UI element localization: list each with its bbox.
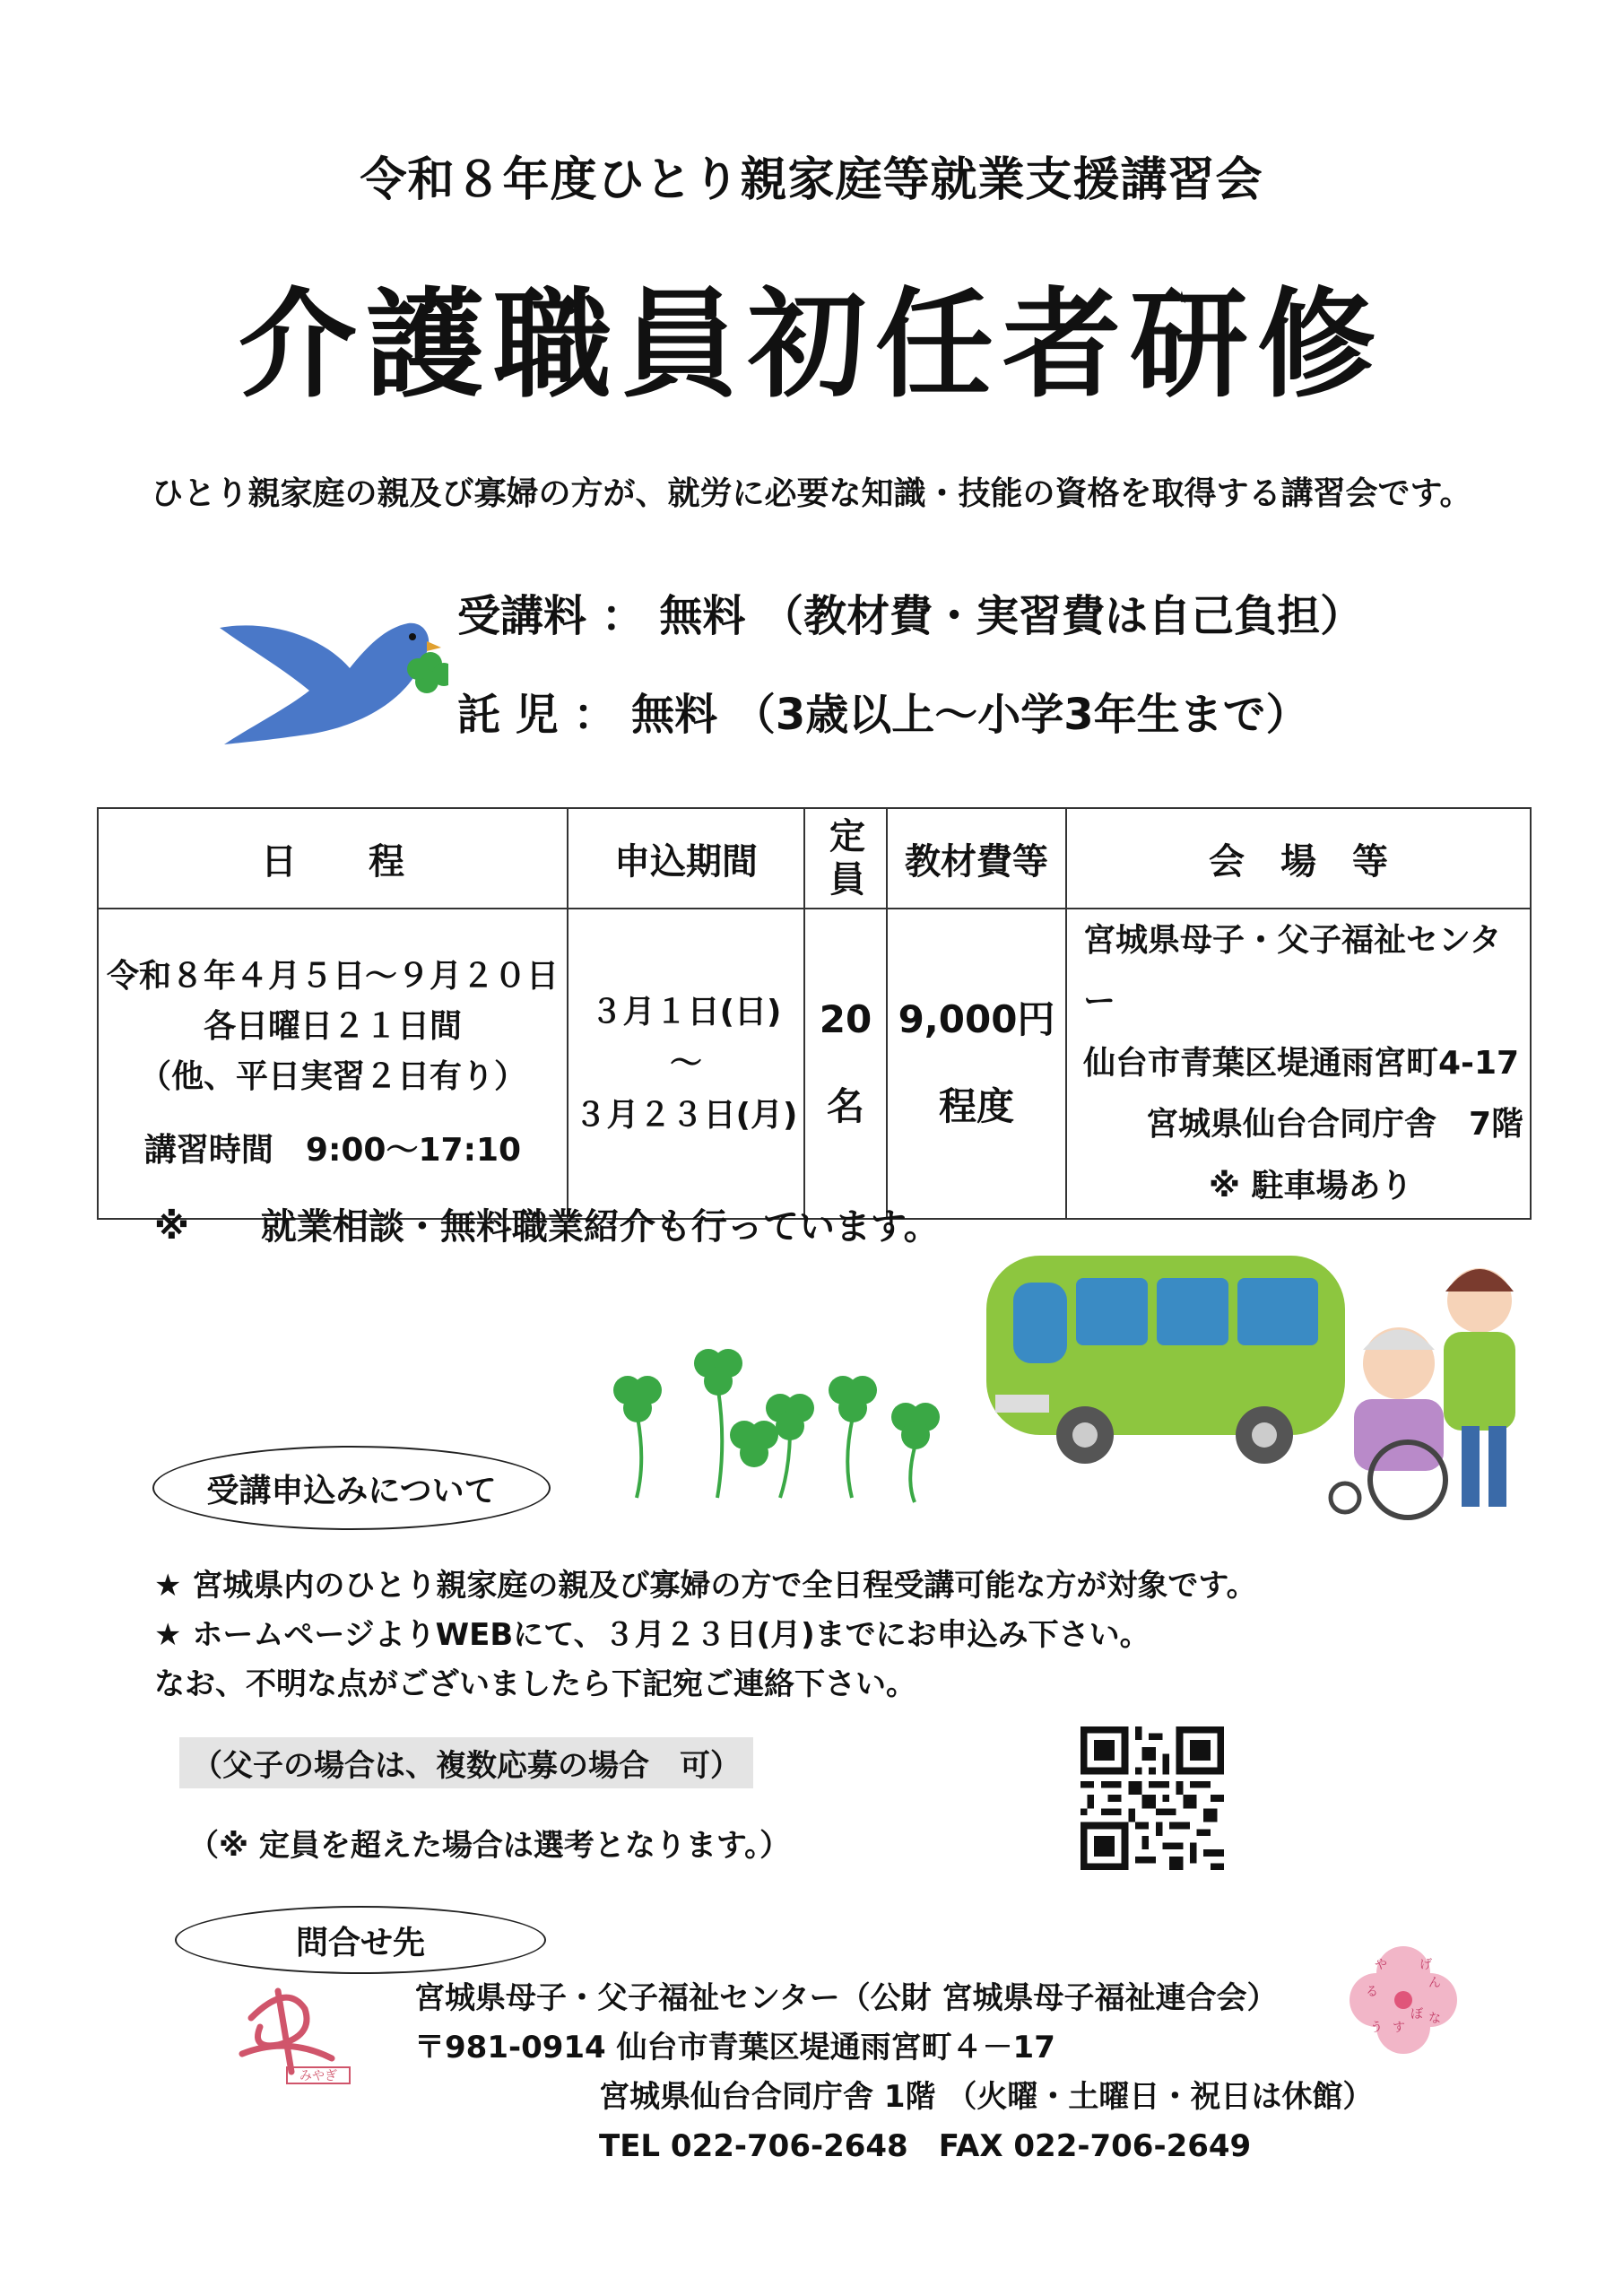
qr-code-icon[interactable] bbox=[1081, 1726, 1224, 1870]
apply-line-contact: なお、不明な点がございましたら下記宛ご連絡下さい。 bbox=[154, 1666, 916, 1702]
tuition-fee: 受講料 ： 無料 （教材費・実習費は自己負担） bbox=[457, 591, 1364, 641]
contact-address: 〒981-0914 仙台市青葉区堤通雨宮町４－17 bbox=[414, 2030, 1055, 2066]
contact-heading: 問合せ先 bbox=[175, 1906, 546, 1974]
svg-text:る: る bbox=[1366, 1985, 1378, 1999]
svg-text:げ: げ bbox=[1419, 1958, 1432, 1972]
bus-wheelchair-illustration bbox=[977, 1238, 1533, 1525]
svg-text:な: な bbox=[1428, 2012, 1441, 2026]
table-header-row bbox=[98, 808, 1531, 909]
bird-illustration bbox=[215, 592, 448, 753]
header-capacity: 定員 bbox=[804, 808, 887, 909]
cell-materials: 9,000円 程度 bbox=[887, 909, 1066, 1219]
cell-capacity: 20 名 bbox=[804, 909, 887, 1219]
father-note: （父子の場合は、複数応募の場合 可） bbox=[179, 1737, 753, 1788]
apply-line-eligibility: ★ 宮城県内のひとり親家庭の親及び寡婦の方で全日程受講可能な方が対象です。 bbox=[154, 1568, 1257, 1604]
employment-note: ※ 就業相談・無料職業紹介も行っています。 bbox=[154, 1206, 940, 1248]
apply-line-web: ★ ホームページよりWEBにて、３月２３日(月)までにお申込み下さい。 bbox=[154, 1617, 1150, 1653]
contact-org: 宮城県母子・父子福祉センター（公財 宮城県母子福祉連合会） bbox=[414, 1980, 1278, 2016]
cell-schedule: 令和８年４月５日～９月２０日 各日曜日２１日間 （他、平日実習２日有り） 講習時間 9:00～17:10 bbox=[98, 909, 568, 1219]
svg-text:みやぎ: みやぎ bbox=[299, 2069, 337, 2083]
contact-building: 宮城県仙台合同庁舎 1階 （火曜・土曜日・祝日は休館） bbox=[599, 2079, 1374, 2115]
cell-venue: 宮城県母子・父子福祉センター 仙台市青葉区堤通雨宮町4-17 宮城県仙台合同庁舎 7階 ※ 駐車場あり bbox=[1066, 909, 1531, 1219]
cell-application: ３月１日(日) ～ ３月２３日(月) bbox=[568, 909, 804, 1219]
svg-text:す: す bbox=[1393, 2021, 1405, 2035]
schedule-table bbox=[97, 807, 1532, 1220]
apply-heading: 受講申込みについて bbox=[152, 1446, 551, 1530]
table-row bbox=[98, 909, 1531, 1219]
capacity-note: （※ 定員を超えた場合は選考となります。） bbox=[188, 1828, 791, 1864]
header-application: 申込期間 bbox=[568, 808, 804, 909]
event-subtitle: 令和８年度ひとり親家庭等就業支援講習会 bbox=[360, 153, 1263, 207]
contact-phone: TEL 022-706-2648 FAX 022-706-2649 bbox=[599, 2128, 1252, 2164]
header-materials: 教材費等 bbox=[887, 808, 1066, 909]
svg-text:や: や bbox=[1375, 1958, 1387, 1972]
clover-illustration bbox=[574, 1318, 950, 1516]
header-venue: 会 場 等 bbox=[1066, 808, 1531, 909]
svg-text:ん: ん bbox=[1428, 1976, 1441, 1990]
intro-text: ひとり親家庭の親及び寡婦の方が、就労に必要な知識・技能の資格を取得する講習会です。 bbox=[151, 475, 1472, 512]
childcare-fee: 託 児 ： 無料 （3歳以上～小学3年生まで） bbox=[457, 690, 1309, 740]
miyagi-logo-icon bbox=[224, 1973, 359, 2090]
svg-text:ぼ: ぼ bbox=[1410, 2007, 1423, 2022]
page-title: 介護職員初任者研修 bbox=[239, 276, 1384, 414]
header-schedule: 日 程 bbox=[98, 808, 568, 909]
svg-text:う: う bbox=[1370, 2021, 1383, 2035]
flower-logo-icon bbox=[1345, 1942, 1462, 2058]
